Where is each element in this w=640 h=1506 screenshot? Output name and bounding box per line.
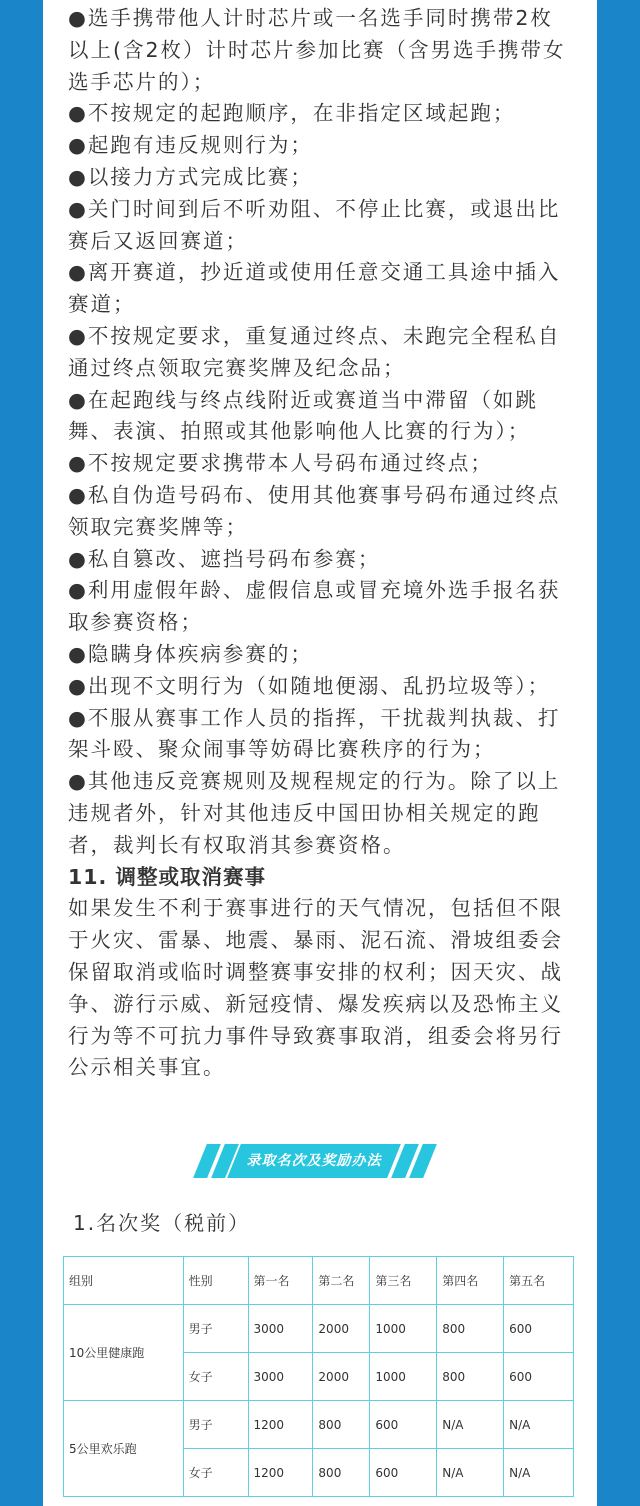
prize-cell: 600 [504, 1305, 574, 1353]
right-border-bar [597, 0, 640, 1506]
prize-cell: 1000 [370, 1305, 437, 1353]
rule-item: ●出现不文明行为（如随地便溺、乱扔垃圾等）； [68, 673, 551, 698]
prize-cell: N/A [504, 1449, 574, 1497]
table-row [64, 1401, 574, 1449]
section-11-body: 如果发生不利于赛事进行的天气情况，包括但不限于火灾、雷暴、地震、暴雨、泥石流、滑坡组委会保留取消或临时调整赛事安排的权利；因天灾、战争、游行示威、新冠疫情、爆发疾病以及恐怖主义行为等不可抗力事件导致赛事取消，组委会将另行公示相关事宜。 [68, 896, 563, 1080]
rule-item: ●不按规定要求携带本人号码布通过终点； [68, 451, 493, 476]
rule-item: ●起跑有违反规则行为； [68, 133, 313, 158]
table-header-row [64, 1257, 574, 1305]
award-title: 1.名次奖（税前） [73, 1211, 251, 1235]
prize-cell: 800 [437, 1305, 504, 1353]
prize-cell: 2000 [313, 1305, 370, 1353]
table-header-cell: 第三名 [370, 1257, 437, 1305]
left-border-bar [0, 0, 43, 1506]
gender-cell: 女子 [183, 1353, 248, 1401]
group-name-cell: 10公里健康跑 [64, 1305, 184, 1401]
prize-cell: 800 [437, 1353, 504, 1401]
prize-cell: 3000 [248, 1305, 313, 1353]
prize-cell: 800 [313, 1401, 370, 1449]
rule-item: ●私自伪造号码布、使用其他赛事号码布通过终点领取完赛奖牌等； [68, 482, 561, 539]
gender-cell: 男子 [183, 1401, 248, 1449]
table-header-cell: 第一名 [248, 1257, 313, 1305]
gender-cell: 男子 [183, 1305, 248, 1353]
section-11-heading: 11. 调整或取消赛事 [68, 864, 266, 889]
prize-cell: 800 [313, 1449, 370, 1497]
prize-cell: 3000 [248, 1353, 313, 1401]
rule-item: ●关门时间到后不听劝阻、不停止比赛，或退出比赛后又返回赛道； [68, 196, 561, 253]
prize-cell: 600 [370, 1449, 437, 1497]
table-header-cell: 第四名 [437, 1257, 504, 1305]
prize-cell: 2000 [313, 1353, 370, 1401]
rule-item: ●选手携带他人计时芯片或一名选手同时携带2枚以上(含2枚）计时芯片参加比赛（含男选手携带女选手芯片的）； [68, 6, 566, 94]
table-header-cell: 性别 [183, 1257, 248, 1305]
rule-item: ●利用虚假年龄、虚假信息或冒充境外选手报名获取参赛资格； [68, 578, 561, 635]
banner-title: 录取名次及奖励办法 [246, 1153, 382, 1169]
prize-cell: N/A [504, 1401, 574, 1449]
gender-cell: 女子 [183, 1449, 248, 1497]
rule-item: ●离开赛道，抄近道或使用任意交通工具途中插入赛道； [68, 260, 561, 317]
prize-cell: 1000 [370, 1353, 437, 1401]
rule-item: ●以接力方式完成比赛； [68, 164, 313, 189]
prize-cell: 1200 [248, 1449, 313, 1497]
article-content [68, 0, 573, 1084]
table-header-cell: 组别 [64, 1257, 184, 1305]
violation-rules-list [68, 3, 573, 862]
section-banner [0, 1144, 640, 1180]
rule-item: ●在起跑线与终点线附近或赛道当中滞留（如跳舞、表演、拍照或其他影响他人比赛的行为）； [68, 387, 538, 444]
rule-item: ●私自篡改、遮挡号码布参赛； [68, 546, 381, 571]
table-header-cell: 第五名 [504, 1257, 574, 1305]
prize-cell: N/A [437, 1449, 504, 1497]
rule-item: ●不服从赛事工作人员的指挥，干扰裁判执裁、打架斗殴、聚众闹事等妨碍比赛秩序的行为； [68, 705, 561, 762]
prize-cell: 1200 [248, 1401, 313, 1449]
award-table [63, 1256, 574, 1497]
prize-cell: N/A [437, 1401, 504, 1449]
rule-item: ●不按规定的起跑顺序，在非指定区域起跑； [68, 101, 516, 126]
rule-item: ●其他违反竞赛规则及规程规定的行为。除了以上违规者外，针对其他违反中国田协相关规定的跑者，裁判长有权取消其参赛资格。 [68, 769, 561, 857]
rule-item: ●隐瞒身体疾病参赛的； [68, 641, 313, 666]
group-name-cell: 5公里欢乐跑 [64, 1401, 184, 1497]
prize-cell: 600 [504, 1353, 574, 1401]
rule-item: ●不按规定要求，重复通过终点、未跑完全程私自通过终点领取完赛奖牌及纪念品； [68, 323, 561, 380]
table-header-cell: 第二名 [313, 1257, 370, 1305]
prize-cell: 600 [370, 1401, 437, 1449]
table-row [64, 1305, 574, 1353]
